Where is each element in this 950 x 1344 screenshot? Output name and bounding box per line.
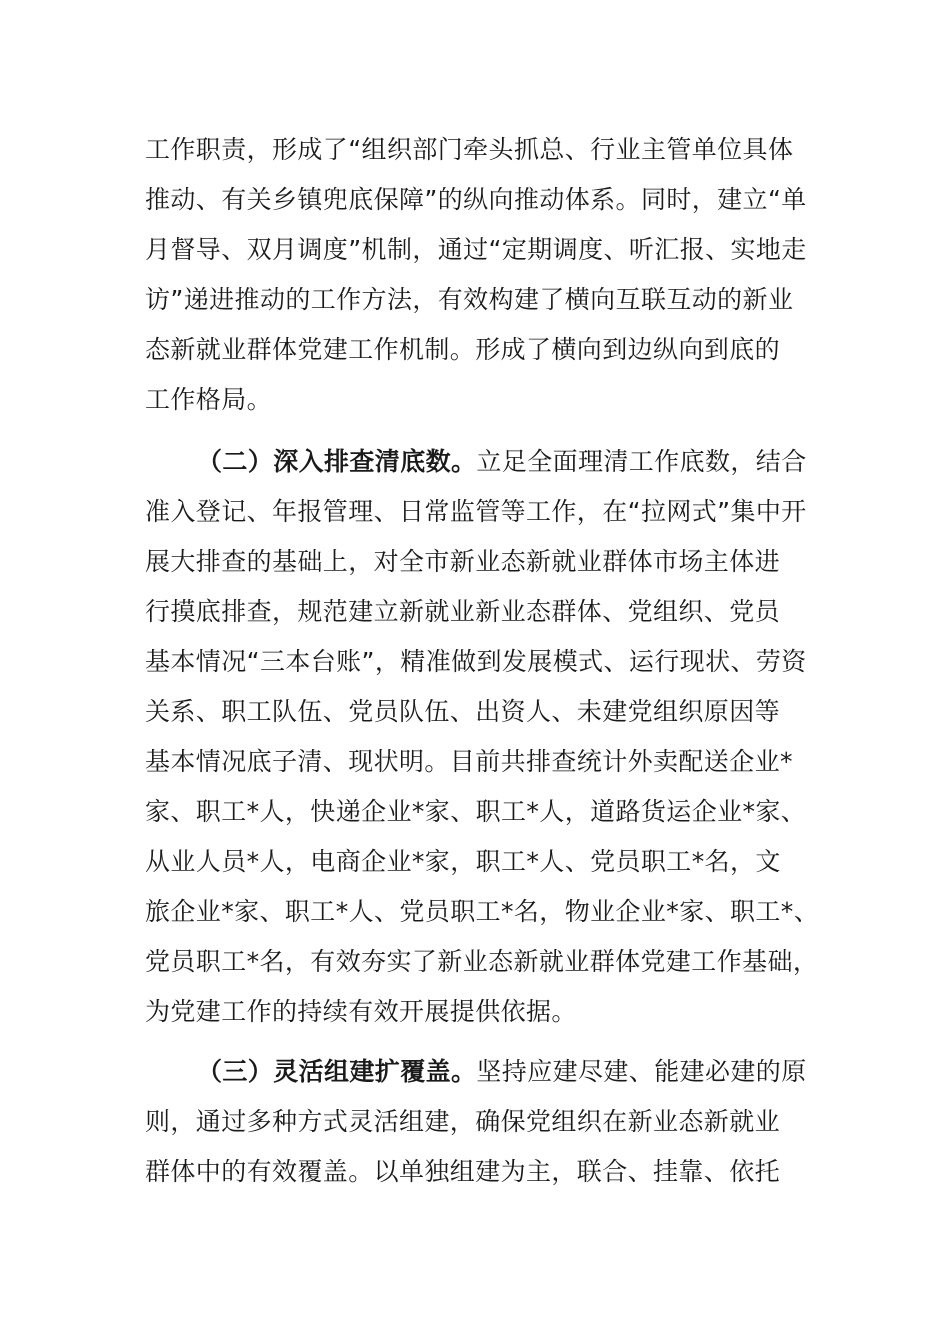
paragraph-line: 推动、有关乡镇兜底保障”的纵向推动体系。同时，建立“单 — [145, 185, 807, 214]
paragraph-line: 党员职工*名，有效夯实了新业态新就业群体党建工作基础， — [145, 947, 819, 976]
paragraph-line: 月督导、双月调度”机制，通过“定期调度、听汇报、实地走 — [145, 235, 807, 264]
paragraph-line: 工作职责，形成了“组织部门牵头抓总、行业主管单位具体 — [145, 135, 794, 164]
paragraph-line: 关系、职工队伍、党员队伍、出资人、未建党组织原因等 — [145, 697, 781, 726]
paragraph-text: 立足全面理清工作底数，结合 — [476, 447, 807, 476]
paragraph-first-line — [197, 437, 807, 487]
paragraph-first-line — [197, 1047, 807, 1097]
paragraph-line: 家、职工*人，快递企业*家、职工*人，道路货运企业*家、 — [145, 797, 807, 826]
paragraph-line: 基本情况“三本台账”，精准做到发展模式、运行现状、劳资 — [145, 647, 807, 676]
paragraph-line: 群体中的有效覆盖。以单独组建为主，联合、挂靠、依托 — [145, 1157, 781, 1186]
paragraph-line: 为党建工作的持续有效开展提供依据。 — [145, 997, 577, 1026]
section-heading: （二）深入排查清底数。 — [197, 447, 477, 476]
paragraph-line: 基本情况底子清、现状明。目前共排查统计外卖配送企业* — [145, 747, 793, 776]
paragraph-line: 工作格局。 — [145, 385, 273, 414]
paragraph-line: 访”递进推动的工作方法，有效构建了横向互联互动的新业 — [145, 285, 794, 314]
section-heading: （三）灵活组建扩覆盖。 — [197, 1057, 477, 1086]
paragraph-line: 准入登记、年报管理、日常监管等工作，在“拉网式”集中开 — [145, 497, 807, 526]
paragraph-line: 从业人员*人，电商企业*家，职工*人、党员职工*名，文 — [145, 847, 781, 876]
paragraph-line: 展大排查的基础上，对全市新业态新就业群体市场主体进 — [145, 547, 781, 576]
paragraph-line: 则，通过多种方式灵活组建，确保党组织在新业态新就业 — [145, 1107, 781, 1136]
paragraph-text: 坚持应建尽建、能建必建的原 — [476, 1057, 807, 1086]
paragraph-line: 旅企业*家、职工*人、党员职工*名，物业企业*家、职工*、 — [145, 897, 820, 926]
paragraph-line: 行摸底排查，规范建立新就业新业态群体、党组织、党员 — [145, 597, 781, 626]
paragraph-line: 态新就业群体党建工作机制。形成了横向到边纵向到底的 — [145, 335, 781, 364]
